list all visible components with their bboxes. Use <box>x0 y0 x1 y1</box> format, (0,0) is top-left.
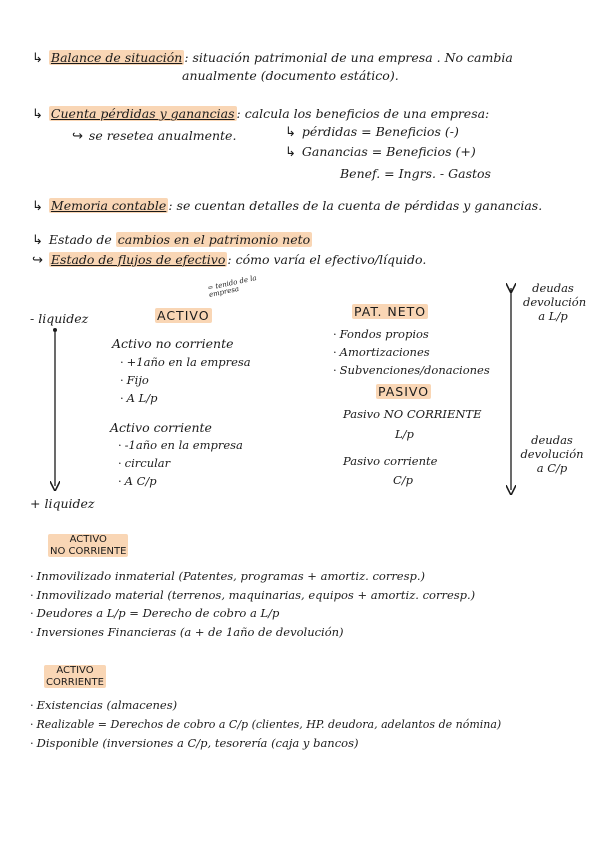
anc-section-item: · Inversiones Financieras (a + de 1año de devolución) <box>30 625 344 639</box>
ac-title: Activo corriente <box>110 420 212 435</box>
item-text: Amortizaciones <box>339 345 430 359</box>
anc-section-item: · Inmovilizado material (terrenos, maquinarias, equipos + amortiz. corresp.) <box>30 588 476 602</box>
arrow-icon: ↪ <box>32 253 43 268</box>
item-text: Disponible (inversiones a C/p, tesorería (caja y bancos) <box>36 736 359 750</box>
item-text: A C/p <box>124 474 157 488</box>
def-text: : situación patrimonial de una empresa . No cambia <box>184 50 513 65</box>
deudas-lp <box>523 281 587 323</box>
label-line: ACTIVO <box>69 534 107 545</box>
deudas-line: deudas <box>532 281 574 295</box>
item-text: Inmovilizado inmaterial (Patentes, programas + amortiz. corresp.) <box>36 569 426 583</box>
pn-item: · Fondos propios <box>333 327 429 341</box>
def-text: : cómo varía el efectivo/líquido. <box>227 252 427 267</box>
def-term: Memoria contable <box>50 198 167 213</box>
label-line: NO CORRIENTE <box>50 545 127 557</box>
def-term: Balance de situación <box>50 50 183 65</box>
ac-section-item: · Disponible (inversiones a C/p, tesorería (caja y bancos) <box>30 736 359 750</box>
arrow-icon: ↪ <box>72 129 83 144</box>
label-line: ACTIVO <box>56 665 94 676</box>
item-text: -1año en la empresa <box>124 438 243 452</box>
item-text: Deudores a L/p = Derecho de cobro a L/p <box>36 606 280 620</box>
arrow-icon: ↳ <box>32 199 43 214</box>
ac-item: · circular <box>118 456 171 470</box>
deudas-line: devolución <box>520 446 584 461</box>
pn-item: · Amortizaciones <box>333 345 430 359</box>
item-text: circular <box>124 456 171 470</box>
ac-section-item: · Existencias (almacenes) <box>30 698 178 712</box>
liquidity-plus: + liquidez <box>30 496 95 511</box>
item-text: Inmovilizado material (terrenos, maquinarias, equipos + amortiz. corresp.) <box>36 588 476 602</box>
ac-section-label <box>44 665 106 688</box>
heading-text: ACTIVO <box>157 308 210 323</box>
deudas-cp <box>512 434 592 475</box>
def-term: Estado de flujos de efectivo <box>50 252 226 267</box>
def-term: Estado de cambios en el patrimonio neto <box>48 232 311 247</box>
arrow-icon: ↳ <box>32 107 43 122</box>
pasivo-heading <box>376 384 431 399</box>
arrow-icon: ↳ <box>285 145 296 160</box>
anc-section-item: · Deudores a L/p = Derecho de cobro a L/p <box>30 606 280 620</box>
deudas-line: deudas <box>531 433 573 447</box>
item-text: Fijo <box>126 373 149 387</box>
heading-text: PAT. NETO <box>354 304 427 319</box>
def-term-hl: cambios en el patrimonio neto <box>117 232 311 247</box>
activo-note: = tenido de la empresa <box>206 273 258 300</box>
anc-item: · +1año en la empresa <box>120 355 251 369</box>
pc-sub: C/p <box>393 473 414 487</box>
pn-item: · Subvenciones/donaciones <box>333 363 490 377</box>
ac-item: · -1año en la empresa <box>118 438 243 452</box>
pn-heading <box>352 304 428 319</box>
def-text: : calcula los beneficios de una empresa: <box>236 106 490 121</box>
label-line: CORRIENTE <box>46 676 104 688</box>
ac-section-item: · Realizable = Derechos de cobro a C/p (clientes, HP. deudora, adelantos de nómina) <box>30 718 502 731</box>
arrow-icon: ↳ <box>285 125 296 140</box>
item-text: Ganancias = Beneficios (+) <box>301 144 476 159</box>
formula: Benef. = Ingrs. - Gastos <box>340 166 491 181</box>
anc-section-item: · Inmovilizado inmaterial (Patentes, programas + amortiz. corresp.) <box>30 569 426 583</box>
heading-text: PASIVO <box>378 384 430 399</box>
deudas-line: devolución <box>523 294 587 309</box>
activo-heading <box>155 308 212 323</box>
item-text: +1año en la empresa <box>126 355 251 369</box>
item-text: Subvenciones/donaciones <box>339 363 490 377</box>
anc-item: · A L/p <box>120 391 158 405</box>
anc-item: · Fijo <box>120 373 149 387</box>
arrow-icon: ↳ <box>32 233 43 248</box>
def-balance-cont: anualmente (documento estático). <box>182 68 399 83</box>
deudas-line: a C/p <box>536 460 568 475</box>
def-term: Cuenta pérdidas y ganancias <box>50 106 235 121</box>
item-text: Fondos propios <box>339 327 429 341</box>
item-text: Existencias (almacenes) <box>36 698 178 712</box>
item-text: Inversiones Financieras (a + de 1año de devolución) <box>36 625 344 639</box>
arrow-icon: ↳ <box>32 51 43 66</box>
pc-title: Pasivo corriente <box>343 454 438 468</box>
anc-title: Activo no corriente <box>112 336 234 351</box>
anc-section-label <box>48 534 128 557</box>
def-side-text: se resetea anualmente. <box>88 128 237 143</box>
liquidity-minus: - liquidez <box>30 311 89 326</box>
ac-item: · A C/p <box>118 474 157 488</box>
liquidity-axis-start <box>53 328 57 332</box>
item-text: A L/p <box>126 391 158 405</box>
def-text: : se cuentan detalles de la cuenta de pérdidas y ganancias. <box>168 198 543 213</box>
deudas-line: a L/p <box>538 308 568 323</box>
item-text: Realizable = Derechos de cobro a C/p (clientes, HP. deudora, adelantos de nómina) <box>36 718 502 731</box>
pnc-title: Pasivo NO CORRIENTE <box>343 407 482 421</box>
pnc-sub: L/p <box>395 427 414 441</box>
item-text: pérdidas = Beneficios (-) <box>301 124 459 139</box>
